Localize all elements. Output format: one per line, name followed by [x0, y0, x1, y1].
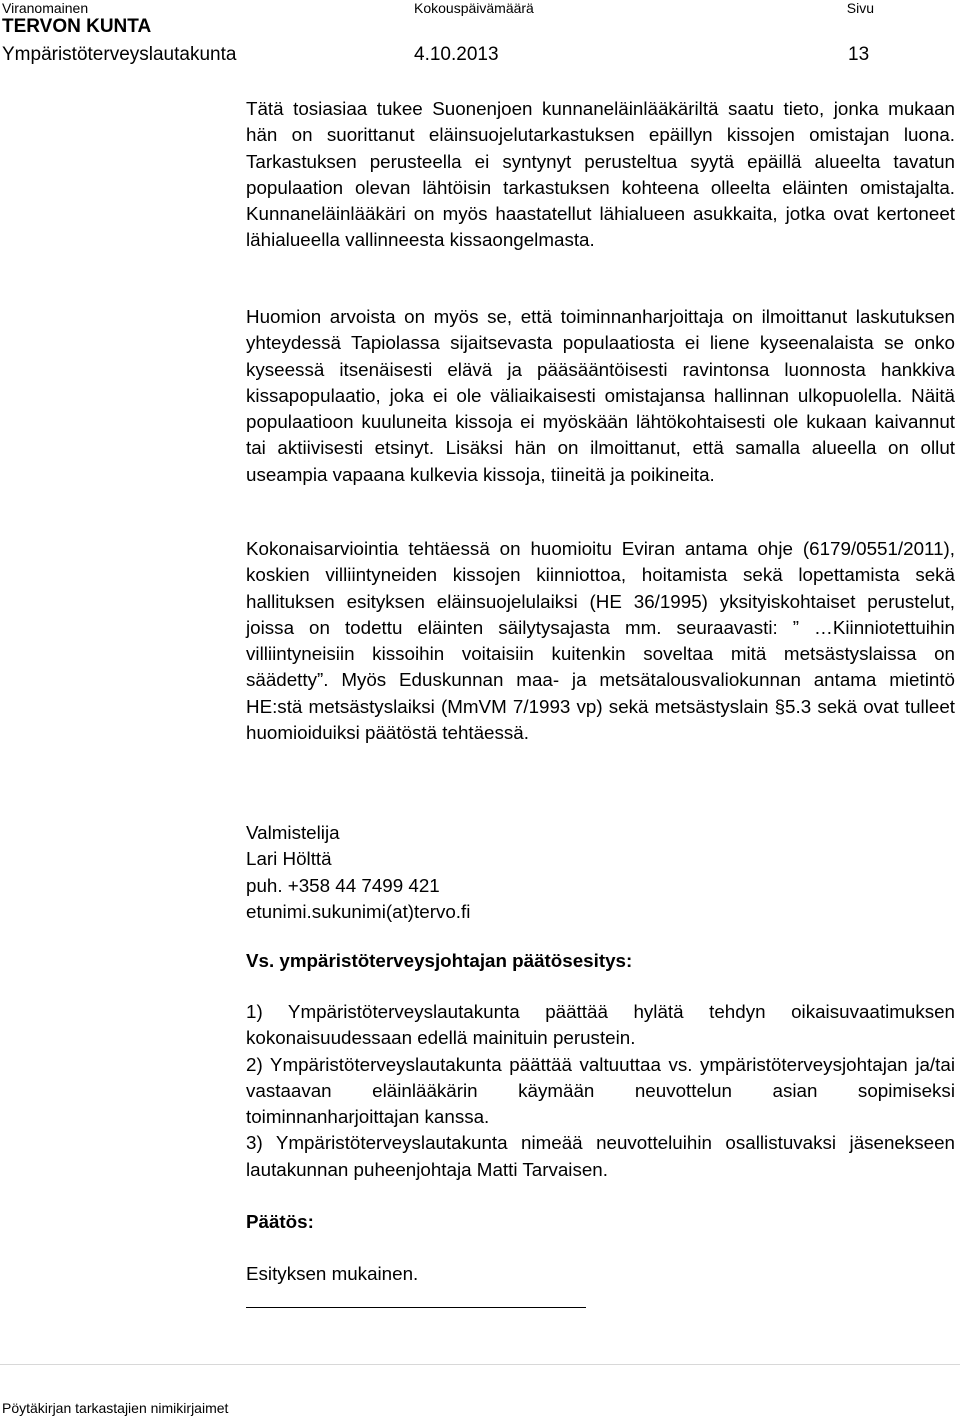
proposal-item-1: 1) Ympäristöterveyslautakunta päättää hylätä tehdyn oikaisuvaatimuksen kokonaisuudessaan edellä mainituin perustein.: [246, 1001, 955, 1049]
authority-name: Ympäristöterveyslautakunta: [2, 44, 237, 65]
decision-heading: Päätös:: [246, 1211, 314, 1232]
header-page-label: Sivu: [846, 0, 874, 16]
header-authority-label: Viranomainen: [2, 0, 89, 16]
decision-text: Esityksen mukainen.: [246, 1263, 419, 1284]
proposal-list: [246, 999, 955, 1183]
paragraph-text: Tätä tosiasiaa tukee Suonenjoen kunnaneläinlääkäriltä saatu tieto, jonka mukaan hän on suorittanut eläinsuojelutarkastuksen epäillyn kissojen omistajan luona. Tarkastuksen perusteella ei syntynyt perusteltua syytä epäillä alueelta tavatun populaation olevan lähtöisin tarkastuksen kohteena olleelta eläinten omistajalta. Kunnaneläinlääkäri on myös haastatellut lähialueen asukkaita, jotka ovat kertoneet lähialueella vallinneesta kissaongelmasta.: [246, 98, 955, 251]
signature-line: [246, 1307, 586, 1308]
preparer-phone: puh. +358 44 7499 421: [246, 874, 440, 896]
paragraph-text: Kokonaisarviointia tehtäessä on huomioitu Eviran antama ohje (6179/0551/2011), koskien villiintyneiden kissojen kiinniottoa, hoitamista sekä lopettamista sekä hallituksen esityksen eläinsuojelulaiksi (HE 36/1995) yksityiskohtaiset perustelut, joissa on todettu eläinten säilytysajasta mm. seuraavasti: ” …Kiinniotettuihin villiintyneisiin kissoihin voitaisiin kuitenkin soveltaa mitä metsästyslaissa on säädetty”. Myös Eduskunnan maa- ja metsätalousvaliokunnan antama mietintö HE:stä metsästyslaiksi (MmVM 7/1993 vp) sekä metsästyslain §5.3 sekä ovat tulleet huomioiduiksi päätöstä tehtäessä.: [246, 538, 955, 744]
footer-divider: [0, 1364, 960, 1365]
organization-name: TERVON KUNTA: [2, 16, 152, 37]
paragraph-3: [246, 536, 955, 746]
header-meeting-date-label: Kokouspäivämäärä: [414, 0, 534, 16]
paragraph-1: [246, 96, 955, 254]
preparer-label: Valmistelija: [246, 822, 340, 843]
page-number: 13: [848, 44, 870, 65]
proposal-heading: Vs. ympäristöterveysjohtajan päätösesitys:: [246, 950, 633, 971]
meeting-date: 4.10.2013: [414, 44, 499, 65]
proposal-item-3: 3) Ympäristöterveyslautakunta nimeää neuvotteluihin osallistuvaksi jäsenekseen lautakunnan puheenjohtaja Matti Tarvaisen.: [246, 1132, 955, 1180]
footer-initials-label: Pöytäkirjan tarkastajien nimikirjaimet: [2, 1400, 229, 1416]
paragraph-text: Huomion arvoista on myös se, että toiminnanharjoittaja on ilmoittanut laskutuksen yhteydessä Tapiolassa sijaitsevasta populaatiosta ei liene kyseenalaista se onko kyseessä itsenäisesti elävä ja pääsääntöisesti ravintonsa luonnosta hankkiva kissapopulaatio, joka ei ole väliaikaisesti omistajansa hallinnan ulkopuolella. Näitä populaatioon kuuluneita kissoja ei myöskään lähtökohtaisesti ole kukaan kaivannut tai aktiivisesti etsinyt. Lisäksi hän on ilmoittanut, että samalla alueella on ollut useampia vapaana kulkevia kissoja, tiineitä ja poikineita.: [246, 306, 955, 485]
proposal-item-2: 2) Ympäristöterveyslautakunta päättää valtuuttaa vs. ympäristöterveysjohtajan ja/tai vastaavan eläinlääkärin käymään neuvottelun asian sopimiseksi toiminnanharjoittajan kanssa.: [246, 1053, 955, 1128]
preparer-email: etunimi.sukunimi(at)tervo.fi: [246, 900, 471, 922]
paragraph-2: [246, 304, 955, 488]
preparer-block: [246, 820, 955, 925]
preparer-name: Lari Hölttä: [246, 848, 332, 870]
